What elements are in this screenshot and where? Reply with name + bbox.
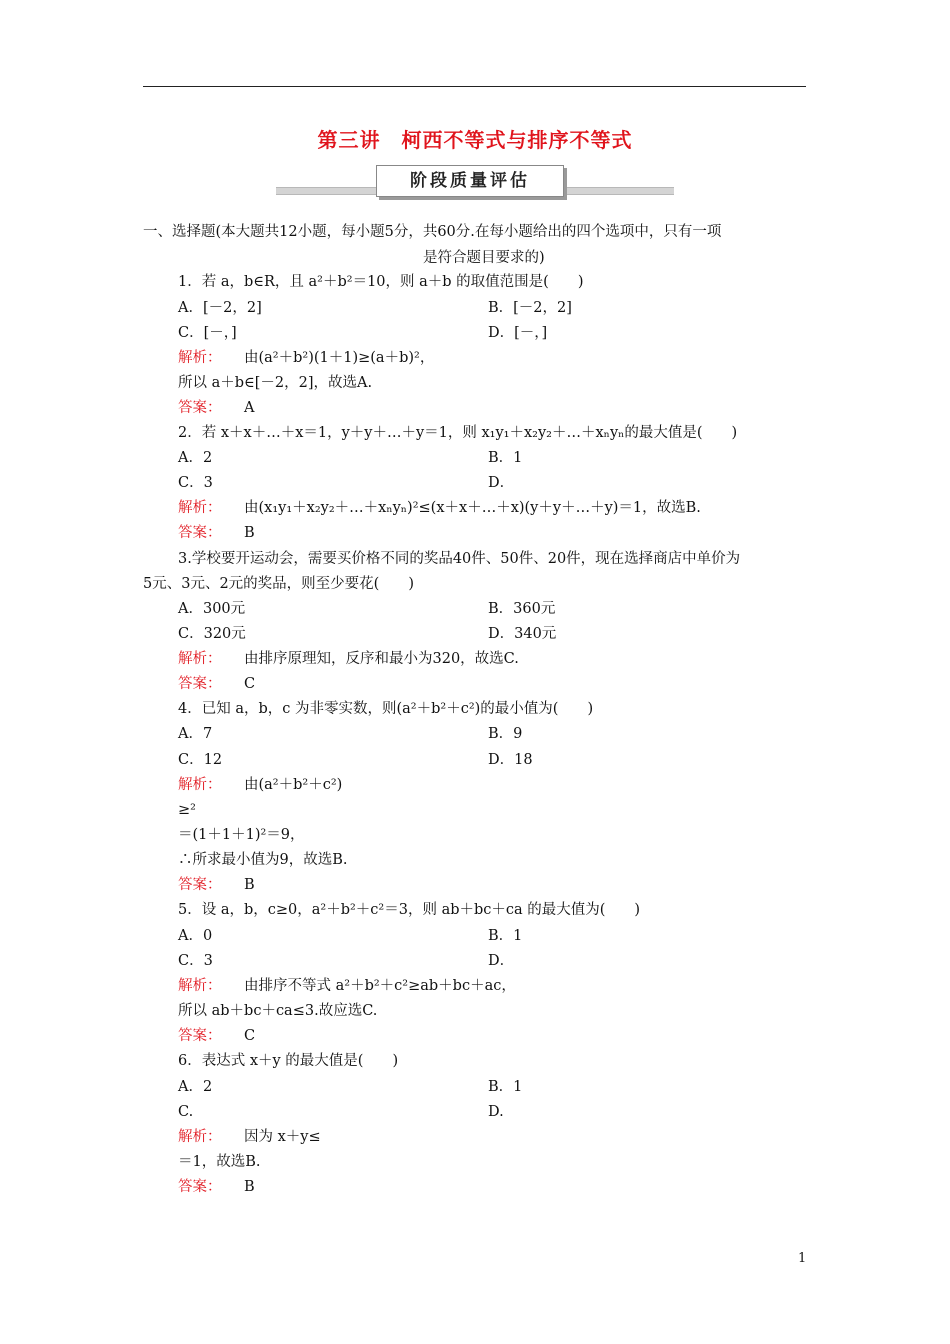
analysis-text: ∴所求最小值为9，故选B.	[178, 852, 348, 868]
analysis-text: 由排序不等式 a²＋b²＋c²≥ab＋bc＋ac，	[244, 978, 516, 994]
answer-value: C	[244, 676, 256, 692]
analysis-text: 由(a²＋b²)(1＋1)≥(a＋b)²，	[244, 350, 435, 366]
option: C．3	[178, 475, 213, 491]
option: D．[－，]	[488, 325, 548, 341]
option: D．	[488, 475, 515, 491]
question-stem: 2．若 x＋x＋…＋x＝1，y＋y＋…＋y＝1，则 x₁y₁＋x₂y₂＋…＋xₙyₙ的最大值是( )	[178, 425, 738, 441]
option: C．[－，]	[178, 325, 237, 341]
top-rule	[143, 86, 806, 87]
option: B．1	[488, 450, 523, 466]
analysis-text: 由(x₁y₁＋x₂y₂＋…＋xₙyₙ)²≤(x＋x＋…＋x)(y＋y＋…＋y)＝1，故选B.	[244, 500, 701, 516]
section-header: 一、选择题(本大题共12小题，每小题5分，共60分.在每小题给出的四个选项中，只有一项	[143, 224, 722, 240]
option: C．320元	[178, 626, 246, 642]
option: A．2	[178, 1079, 213, 1095]
option: B．360元	[488, 601, 556, 617]
option: B．[－2，2]	[488, 300, 572, 316]
option: A．2	[178, 450, 213, 466]
option: D．	[488, 953, 515, 969]
answer-value: A	[244, 400, 255, 416]
option: C．12	[178, 752, 223, 768]
option: B．1	[488, 1079, 523, 1095]
option: A．7	[178, 726, 213, 742]
analysis-text: ≥²	[178, 802, 196, 818]
answer-label: 答案：	[178, 400, 222, 416]
banner-label: 阶段质量评估	[376, 165, 564, 197]
question-stem-cont: 5元、3元、2元的奖品，则至少要花( )	[143, 576, 414, 592]
answer-value: B	[244, 877, 255, 893]
answer-label: 答案：	[178, 525, 222, 541]
question-stem: 5．设 a，b，c≥0，a²＋b²＋c²＝3，则 ab＋bc＋ca 的最大值为( )	[178, 902, 641, 918]
option: A．0	[178, 928, 213, 944]
option: A．[－2，2]	[178, 300, 262, 316]
answer-label: 答案：	[178, 877, 222, 893]
option: D．18	[488, 752, 533, 768]
question-stem: 1．若 a，b∈R，且 a²＋b²＝10，则 a＋b 的取值范围是( )	[178, 274, 584, 290]
answer-value: B	[244, 525, 255, 541]
option: D．340元	[488, 626, 557, 642]
analysis-text: ＝(1＋1＋1)²＝9，	[178, 827, 305, 843]
option: D.	[488, 1104, 504, 1120]
analysis-label: 解析：	[178, 777, 222, 793]
question-stem: 4．已知 a，b，c 为非零实数，则(a²＋b²＋c²)的最小值为( )	[178, 701, 594, 717]
answer-label: 答案：	[178, 1028, 222, 1044]
page-number: 1	[798, 1251, 807, 1266]
analysis-text: 由(a²＋b²＋c²)	[244, 777, 343, 793]
analysis-label: 解析：	[178, 1129, 222, 1145]
answer-value: B	[244, 1179, 255, 1195]
analysis-label: 解析：	[178, 651, 222, 667]
page-title: 第三讲 柯西不等式与排序不等式	[317, 128, 633, 152]
analysis-label: 解析：	[178, 350, 222, 366]
option: B．9	[488, 726, 523, 742]
section-banner	[276, 165, 674, 201]
analysis-text: ＝1，故选B.	[178, 1154, 261, 1170]
option: C．3	[178, 953, 213, 969]
analysis-text: 因为 x＋y≤	[244, 1129, 321, 1145]
analysis-text: 由排序原理知，反序和最小为320，故选C.	[244, 651, 519, 667]
answer-value: C	[244, 1028, 256, 1044]
question-stem: 3.学校要开运动会，需要买价格不同的奖品40件、50件、20件，现在选择商店中单价为	[178, 551, 741, 567]
question-stem: 6．表达式 x＋y 的最大值是( )	[178, 1053, 399, 1069]
answer-label: 答案：	[178, 1179, 222, 1195]
option: C.	[178, 1104, 194, 1120]
analysis-label: 解析：	[178, 500, 222, 516]
analysis-label: 解析：	[178, 978, 222, 994]
answer-label: 答案：	[178, 676, 222, 692]
analysis-text: 所以 a＋b∈[－2，2]，故选A.	[178, 375, 373, 391]
option: A．300元	[178, 601, 246, 617]
analysis-text: 所以 ab＋bc＋ca≤3.故应选C.	[178, 1003, 378, 1019]
section-header-cont: 是符合题目要求的)	[423, 250, 545, 266]
option: B．1	[488, 928, 523, 944]
